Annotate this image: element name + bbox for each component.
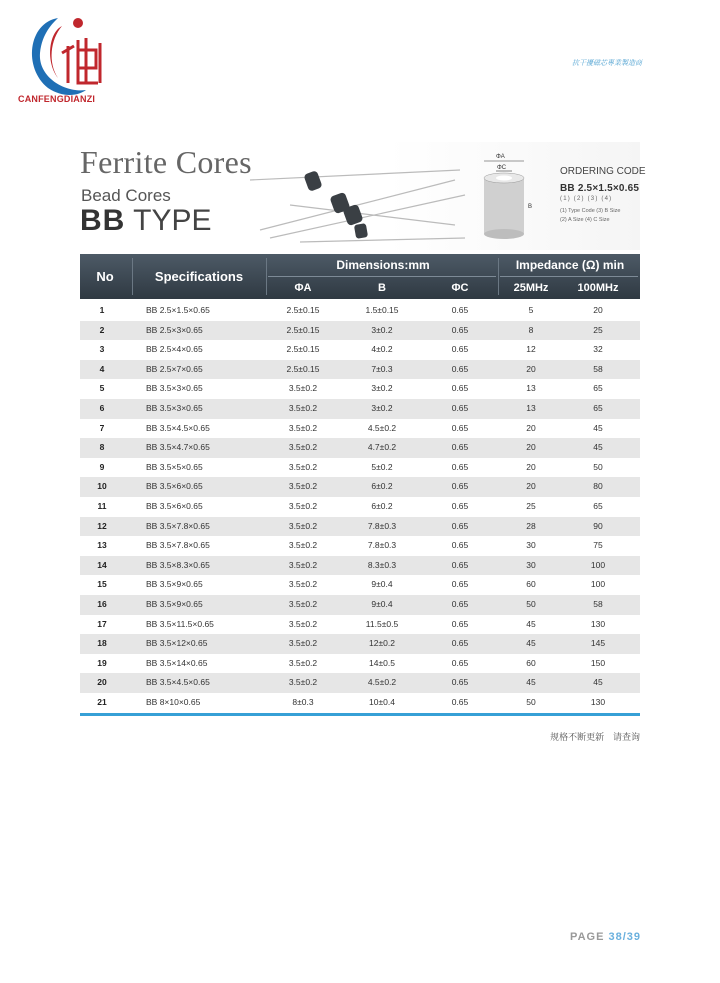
- cell-b: 9±0.4: [371, 598, 393, 609]
- cell-c: 0.65: [451, 363, 469, 374]
- header-a: ΦA: [294, 282, 312, 294]
- cell-25mhz: 20: [526, 422, 536, 433]
- ordering-legend-line: (2) A Size (4) C Size: [560, 217, 610, 223]
- cell-c: 0.65: [451, 598, 469, 609]
- cell-25mhz: 20: [526, 442, 536, 453]
- cell-100mhz: 50: [593, 461, 603, 472]
- cell-100mhz: 65: [593, 500, 603, 511]
- cell-spec: BB 3.5×12×0.65: [146, 638, 208, 649]
- page-subtitle: Bead Cores: [81, 186, 171, 205]
- page-title: Ferrite Cores: [80, 144, 252, 180]
- cell-spec: BB 8×10×0.65: [146, 696, 201, 707]
- cell-spec: BB 3.5×6×0.65: [146, 481, 203, 492]
- table-row: [80, 497, 640, 517]
- cell-spec: BB 2.5×1.5×0.65: [146, 305, 210, 315]
- cell-b: 4±0.2: [371, 344, 393, 355]
- cell-b: 4.5±0.2: [367, 422, 397, 433]
- table-row: [80, 340, 640, 360]
- header-no: No: [96, 269, 114, 284]
- cell-100mhz: 65: [593, 402, 603, 413]
- table-row: [80, 556, 640, 576]
- cell-100mhz: 45: [593, 677, 603, 688]
- cell-100mhz: 130: [590, 618, 606, 629]
- cell-100mhz: 65: [593, 383, 603, 394]
- cell-b: 14±0.5: [369, 657, 395, 668]
- cell-spec: BB 3.5×4.5×0.65: [146, 677, 210, 688]
- page-label: PAGE: [570, 931, 605, 943]
- cell-100mhz: 32: [593, 344, 603, 355]
- cell-25mhz: 45: [526, 677, 536, 688]
- header-dimensions: Dimensions:mm: [336, 258, 430, 272]
- cell-spec: BB 2.5×7×0.65: [146, 363, 203, 374]
- cell-25mhz: 50: [526, 696, 536, 707]
- cell-a: 3.5±0.2: [288, 579, 318, 590]
- cell-25mhz: 20: [526, 363, 536, 374]
- cell-b: 6±0.2: [371, 500, 393, 511]
- table-row: [80, 458, 640, 478]
- cell-b: 9±0.4: [371, 579, 393, 590]
- cell-25mhz: 30: [526, 540, 536, 551]
- cell-no: 15: [97, 579, 107, 590]
- page-number: [570, 931, 641, 943]
- cell-no: 7: [99, 422, 105, 433]
- cell-b: 7.8±0.3: [367, 520, 397, 531]
- header-100mhz: 100MHz: [577, 282, 619, 294]
- cell-a: 2.5±0.15: [286, 305, 320, 315]
- table-row: [80, 693, 640, 713]
- cell-no: 6: [99, 402, 105, 413]
- cell-100mhz: 58: [593, 363, 603, 374]
- cell-no: 20: [97, 677, 107, 688]
- cell-spec: BB 3.5×14×0.65: [146, 657, 208, 668]
- cell-c: 0.65: [451, 520, 469, 531]
- cell-b: 3±0.2: [371, 383, 393, 394]
- cell-c: 0.65: [451, 559, 469, 570]
- table-row: [80, 438, 640, 458]
- cell-25mhz: 60: [526, 657, 536, 668]
- cell-no: 17: [97, 618, 107, 629]
- ordering-indices: (1) (2) (3) (4): [560, 196, 613, 202]
- spec-table: [80, 254, 640, 716]
- cell-a: 3.5±0.2: [288, 638, 318, 649]
- company-name: CANFENGDIANZI: [18, 94, 96, 104]
- cell-spec: BB 3.5×9×0.65: [146, 598, 203, 609]
- cell-no: 9: [99, 461, 105, 472]
- ordering-legend: [560, 207, 660, 225]
- cell-25mhz: 12: [526, 344, 536, 355]
- cell-c: 0.65: [451, 696, 469, 707]
- cell-c: 0.65: [451, 540, 469, 551]
- table-row: [80, 673, 640, 693]
- company-logo: [18, 8, 128, 108]
- cell-b: 8.3±0.3: [367, 559, 397, 570]
- cell-a: 2.5±0.15: [286, 324, 320, 335]
- cell-a: 3.5±0.2: [288, 422, 318, 433]
- cell-a: 3.5±0.2: [288, 540, 318, 551]
- cell-a: 3.5±0.2: [288, 677, 318, 688]
- header-impedance: Impedance (Ω) min: [515, 258, 625, 272]
- table-row: [80, 654, 640, 674]
- cell-no: 4: [99, 363, 105, 374]
- cell-100mhz: 150: [590, 657, 606, 668]
- table-row: [80, 634, 640, 654]
- ordering-example: BB 2.5×1.5×0.65: [560, 183, 640, 194]
- header-rule: [500, 276, 638, 277]
- cell-spec: BB 3.5×4.7×0.65: [146, 442, 210, 453]
- cell-25mhz: 20: [526, 461, 536, 472]
- cell-spec: BB 3.5×5×0.65: [146, 461, 203, 472]
- cell-c: 0.65: [451, 500, 469, 511]
- cell-c: 0.65: [451, 677, 469, 688]
- cell-a: 8±0.3: [292, 696, 314, 707]
- cell-25mhz: 45: [526, 638, 536, 649]
- cell-no: 1: [99, 305, 105, 315]
- table-row: [80, 379, 640, 399]
- cell-no: 21: [97, 696, 107, 707]
- cell-c: 0.65: [451, 305, 469, 315]
- cell-a: 3.5±0.2: [288, 657, 318, 668]
- cell-100mhz: 145: [590, 638, 606, 649]
- table-row: [80, 517, 640, 537]
- cell-spec: BB 3.5×4.5×0.65: [146, 422, 210, 433]
- table-row: [80, 615, 640, 635]
- cell-a: 3.5±0.2: [288, 500, 318, 511]
- cell-a: 3.5±0.2: [288, 559, 318, 570]
- cell-a: 3.5±0.2: [288, 618, 318, 629]
- bead-cores-image: [240, 150, 470, 245]
- table-row: [80, 321, 640, 341]
- cell-b: 12±0.2: [369, 638, 395, 649]
- cell-spec: BB 3.5×8.3×0.65: [146, 559, 210, 570]
- cell-a: 3.5±0.2: [288, 383, 318, 394]
- header-rule: [268, 276, 496, 277]
- cell-a: 3.5±0.2: [288, 598, 318, 609]
- cell-c: 0.65: [451, 638, 469, 649]
- cell-25mhz: 60: [526, 579, 536, 590]
- header-b: B: [378, 282, 386, 294]
- cell-100mhz: 58: [593, 598, 603, 609]
- cell-b: 4.5±0.2: [367, 677, 397, 688]
- type-word: TYPE: [133, 204, 212, 237]
- cell-no: 8: [99, 442, 105, 453]
- cell-100mhz: 20: [593, 305, 603, 315]
- cell-25mhz: 28: [526, 520, 536, 531]
- cell-b: 11.5±0.5: [365, 618, 399, 629]
- cell-c: 0.65: [451, 442, 469, 453]
- cell-b: 3±0.2: [371, 324, 393, 335]
- cell-c: 0.65: [451, 402, 469, 413]
- ordering-legend-line: (1) Type Code (3) B Size: [560, 208, 621, 214]
- cell-no: 14: [97, 559, 107, 570]
- table-row: [80, 360, 640, 380]
- cell-spec: BB 2.5×4×0.65: [146, 344, 203, 355]
- cell-spec: BB 3.5×3×0.65: [146, 383, 203, 394]
- diagram-label-c: ΦC: [497, 165, 507, 171]
- cell-100mhz: 75: [593, 540, 603, 551]
- cell-25mhz: 30: [526, 559, 536, 570]
- table-row: [80, 301, 640, 321]
- cell-spec: BB 3.5×11.5×0.65: [146, 618, 214, 629]
- cell-b: 7±0.3: [371, 363, 393, 374]
- cell-25mhz: 5: [528, 305, 534, 315]
- cell-no: 12: [97, 520, 107, 531]
- header-divider: [266, 258, 267, 295]
- cell-a: 3.5±0.2: [288, 442, 318, 453]
- cell-c: 0.65: [451, 324, 469, 335]
- page-count: 38/39: [608, 931, 641, 943]
- cell-c: 0.65: [451, 657, 469, 668]
- table-row: [80, 595, 640, 615]
- cell-25mhz: 13: [526, 383, 536, 394]
- cell-100mhz: 100: [590, 559, 606, 570]
- cell-c: 0.65: [451, 422, 469, 433]
- cell-no: 19: [97, 657, 107, 668]
- cell-100mhz: 90: [593, 520, 603, 531]
- diagram-label-a: ΦA: [496, 154, 505, 160]
- cell-a: 2.5±0.15: [286, 363, 320, 374]
- tagline: 抗干擾磁芯專業製造商: [572, 60, 642, 67]
- cell-spec: BB 3.5×9×0.65: [146, 579, 203, 590]
- table-bottom-rule: [80, 713, 640, 716]
- cell-c: 0.65: [451, 579, 469, 590]
- table-header: [80, 254, 640, 299]
- cell-100mhz: 130: [590, 696, 606, 707]
- cell-spec: BB 2.5×3×0.65: [146, 324, 203, 335]
- table-body: [80, 301, 640, 712]
- cell-c: 0.65: [451, 481, 469, 492]
- cell-100mhz: 45: [593, 422, 603, 433]
- ordering-code: [560, 166, 660, 225]
- cell-25mhz: 25: [526, 500, 536, 511]
- cell-a: 3.5±0.2: [288, 402, 318, 413]
- cell-spec: BB 3.5×3×0.65: [146, 402, 203, 413]
- update-note: 规格不断更新 请查询: [550, 733, 640, 743]
- cell-spec: BB 3.5×6×0.65: [146, 500, 203, 511]
- cell-25mhz: 20: [526, 481, 536, 492]
- diagram-label-b: B: [528, 204, 533, 210]
- cell-b: 4.7±0.2: [367, 442, 397, 453]
- dimension-diagram: [478, 150, 538, 240]
- cell-100mhz: 25: [593, 324, 603, 335]
- cell-a: 3.5±0.2: [288, 481, 318, 492]
- cell-no: 5: [99, 383, 105, 394]
- cell-100mhz: 100: [590, 579, 606, 590]
- cell-spec: BB 3.5×7.8×0.65: [146, 540, 210, 551]
- cell-25mhz: 45: [526, 618, 536, 629]
- cell-no: 13: [97, 540, 107, 551]
- cell-100mhz: 80: [593, 481, 603, 492]
- cell-no: 18: [97, 638, 107, 649]
- cell-c: 0.65: [451, 383, 469, 394]
- cell-25mhz: 13: [526, 402, 536, 413]
- table-row: [80, 419, 640, 439]
- type-heading: [80, 204, 212, 238]
- header-25mhz: 25MHz: [513, 282, 549, 294]
- cell-no: 10: [97, 481, 107, 492]
- cell-a: 2.5±0.15: [286, 344, 320, 355]
- cell-b: 5±0.2: [371, 461, 393, 472]
- cell-100mhz: 45: [593, 442, 603, 453]
- header-divider: [132, 258, 133, 295]
- cell-a: 3.5±0.2: [288, 461, 318, 472]
- cell-b: 3±0.2: [371, 402, 393, 413]
- table-row: [80, 477, 640, 497]
- cell-b: 7.8±0.3: [367, 540, 397, 551]
- cell-a: 3.5±0.2: [288, 520, 318, 531]
- table-row: [80, 399, 640, 419]
- cell-spec: BB 3.5×7.8×0.65: [146, 520, 210, 531]
- header-specifications: Specifications: [154, 269, 244, 284]
- cell-25mhz: 8: [528, 324, 534, 335]
- cell-no: 3: [99, 344, 105, 355]
- cell-25mhz: 50: [526, 598, 536, 609]
- cell-c: 0.65: [451, 344, 469, 355]
- header-c: ΦC: [451, 282, 469, 294]
- cell-b: 1.5±0.15: [365, 305, 399, 315]
- type-prefix: BB: [80, 204, 126, 237]
- table-row: [80, 575, 640, 595]
- cell-no: 16: [97, 598, 107, 609]
- cell-c: 0.65: [451, 618, 469, 629]
- cell-no: 11: [97, 500, 107, 511]
- cell-no: 2: [99, 324, 105, 335]
- ordering-title: ORDERING CODE: [560, 166, 646, 177]
- cell-c: 0.65: [451, 461, 469, 472]
- table-row: [80, 536, 640, 556]
- cell-b: 10±0.4: [369, 696, 395, 707]
- cell-b: 6±0.2: [371, 481, 393, 492]
